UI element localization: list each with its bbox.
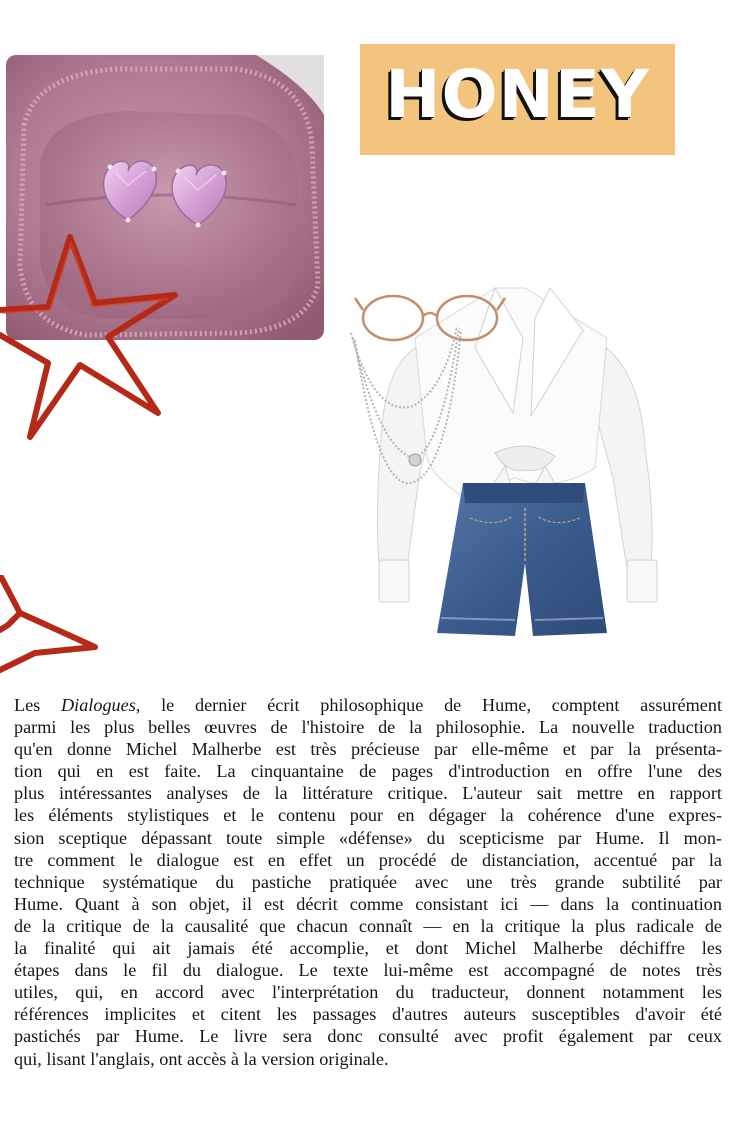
- denim-shorts: [437, 483, 607, 636]
- review-line-2: parmi les plus belles œuvres de l'histoire de la philosophie. La nouvelle traduction: [14, 717, 722, 738]
- review-text: [14, 694, 722, 1070]
- review-line-11: de la critique de la causalité que chacun connaît — en la critique la plus radicale de: [14, 915, 722, 936]
- honey-tag: [360, 44, 675, 155]
- review-line-6: les éléments stylistiques et le contenu pour en dégager la cohérence d'une expres-: [14, 805, 722, 826]
- star-doodle-icon: [0, 225, 185, 450]
- review-line-16: pastichés par Hume. Le livre sera donc consulté avec profit également par ceux: [14, 1026, 722, 1047]
- review-line-3: qu'en donne Michel Malherbe est très précieuse par elle-même et par la présenta-: [14, 739, 722, 760]
- review-line-10: Hume. Quant à son objet, il est décrit comme consistant ici — dans la continuation: [14, 893, 722, 914]
- review-line-7: sion sceptique dépassant toute simple «défense» du scepticisme par Hume. Il mon-: [14, 827, 722, 848]
- review-line-5: plus intéressantes analyses de la littérature critique. L'auteur sait mettre en rapport: [14, 783, 722, 804]
- honey-title: HONEY: [385, 56, 650, 133]
- review-line-8: tre comment le dialogue est en effet un procédé de distanciation, accentué par la: [14, 849, 722, 870]
- star-doodle-small-icon: [0, 575, 105, 680]
- review-line-9: technique systématique du pastiche pratiquée avec une très grande subtilité par: [14, 871, 722, 892]
- pendant-icon: [409, 454, 421, 466]
- review-line-12: la finalité qui ait jamais été accomplie, et dont Michel Malherbe déchiffre les: [14, 938, 722, 959]
- outfit-illustration: [345, 278, 675, 640]
- review-line-13: étapes dans le fil du dialogue. Le texte lui-même est accompagné de notes très: [14, 960, 722, 981]
- review-line-17: qui, lisant l'anglais, ont accès à la version originale.: [14, 1048, 389, 1069]
- review-line-15: références implicites et citent les passages d'autres auteurs susceptibles d'avoir été: [14, 1004, 722, 1025]
- review-line-14: utiles, qui, en accord avec l'interprétation du traducteur, donnent notamment les: [14, 982, 722, 1003]
- review-line-4: tion qui en est faite. La cinquantaine de pages d'introduction en offre l'une des: [14, 761, 722, 782]
- review-line-1: Les Dialogues, le dernier écrit philosophique de Hume, comptent assurément: [14, 695, 722, 715]
